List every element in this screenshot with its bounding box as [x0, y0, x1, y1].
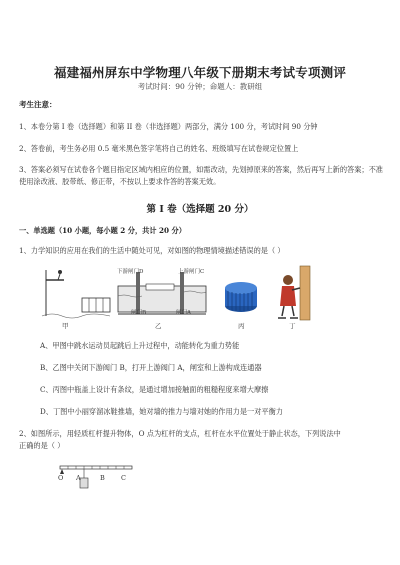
notes-heading: 考生注意： — [19, 100, 57, 109]
section-title: 第 I 卷（选择题 20 分） — [146, 204, 254, 215]
question-2-stem-cont: 正确的是（ ） — [19, 441, 65, 450]
exam-meta: 考试时间：90 分钟；命题人：教研组 — [137, 82, 263, 91]
lever-point-b: B — [100, 474, 105, 482]
figure-diver — [42, 268, 112, 318]
label-gate-b: 闸门B — [131, 310, 147, 316]
page-title: 福建福州屏东中学物理八年级下册期末考试专项测评 — [53, 65, 347, 80]
label-gate-a: 闸门A — [176, 310, 191, 316]
lever-point-c: C — [121, 474, 126, 482]
note-item-1: 1、本卷分第 I 卷（选择题）和第 II 卷（非选择题）两部分，满分 100 分，考试时间 90 分钟 — [19, 122, 318, 131]
note-item-3: 3、答案必须写在试卷各个题目指定区域内相应的位置，如需改动，先划掉原来的答案，然后再写上新的答案；不准使用涂改液、胶带纸、修正带，不按以上要求作答的答案无效。 — [19, 165, 383, 186]
figure-bottle-cap — [222, 278, 260, 316]
note-item-2: 2、答卷前，考生务必用 0.5 毫米黑色签字笔将自己的姓名、班级填写在试卷规定位置上 — [19, 144, 299, 153]
part-heading: 一、单选题（10 小题，每小题 2 分，共计 20 分） — [19, 226, 186, 235]
figure-label-jia: 甲 — [62, 322, 69, 330]
figure-label-bing: 丙 — [238, 322, 245, 330]
lever-point-o: O — [58, 474, 64, 482]
label-downstream-gate: 下游闸门D — [117, 269, 144, 275]
q1-option-d: D、丁图中小丽穿溜冰鞋推墙，她对墙的推力与墙对她的作用力是一对平衡力 — [40, 407, 283, 416]
lever-point-a: A — [76, 474, 81, 482]
question-2-stem: 2、如图所示，用轻质杠杆提升物体，O 点为杠杆的支点，杠杆在水平位置处于静止状态，下列说法中 — [19, 429, 341, 438]
figure-label-ding: 丁 — [289, 322, 296, 330]
question-1-stem: 1、力学知识的应用在我们的生活中随处可见，对如图的物理情境描述错误的是（ ） — [19, 246, 285, 255]
figure-skater-wall — [270, 266, 310, 320]
q1-option-c: C、丙图中瓶盖上设计有条纹，是通过增加接触面的粗糙程度来增大摩擦 — [40, 385, 269, 394]
q1-option-b: B、乙图中关闭下游阀门 B，打开上游阀门 A，闸室和上游构成连通器 — [40, 363, 262, 372]
figure-label-yi: 乙 — [155, 322, 162, 330]
q1-option-a: A、甲图中跳水运动员起跳后上升过程中，动能转化为重力势能 — [40, 341, 240, 350]
label-upstream-gate: 上游闸门C — [178, 269, 205, 275]
